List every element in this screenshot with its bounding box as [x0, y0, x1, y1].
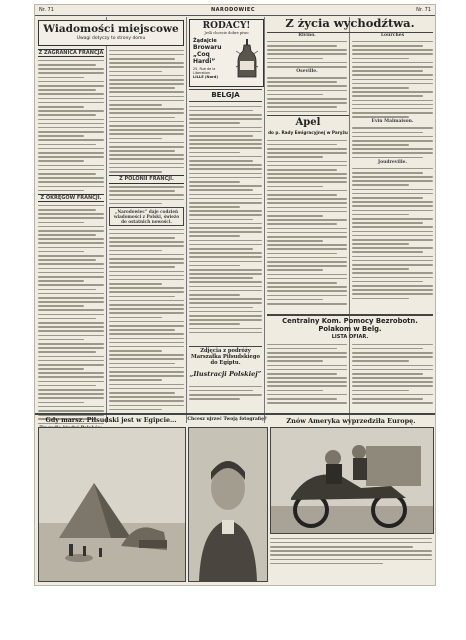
- column-rule: [106, 17, 107, 423]
- ad-line: Browaru: [193, 44, 222, 51]
- portrait-icon: [189, 428, 267, 581]
- section-heading: Z OKRĘGÓW FRANCJI.: [38, 194, 104, 202]
- zycie-title: Z życia wychodźtwa.: [285, 16, 415, 30]
- column-rule: [349, 17, 350, 423]
- ad-brand: „Coq Hardi”: [193, 51, 216, 65]
- ad-address: 25, Rue de la Liberation: [193, 67, 216, 75]
- column-2-text: [109, 47, 184, 411]
- america-caption-text: [270, 535, 432, 581]
- narodowiec-notice: „Narodowiec” daje codzień wiadomości z Polski, świeżo do ostatnich nowości.: [109, 207, 184, 226]
- zycie-column-right: [352, 34, 433, 314]
- town-heading: Evin Malmaison.: [371, 119, 414, 125]
- belgja-text: [189, 103, 262, 343]
- centralny-list-right: [352, 341, 433, 411]
- illustration-promo: [189, 348, 262, 378]
- section-heading: Z POLONII FRANCJI.: [109, 175, 184, 183]
- section-heading: Z ZAGRANICA FRANCJA: [38, 50, 104, 56]
- centralny-heading: [267, 317, 433, 340]
- pyramid-sphinx-icon: [39, 428, 185, 581]
- wiadomosci-subtitle: Uwagi dotyczy to strony domu: [76, 36, 146, 41]
- town-heading: Joudreville.: [378, 159, 407, 165]
- beer-bottle-icon: [234, 37, 260, 81]
- wiadomosci-title: Wiadomości miejscowe: [43, 23, 179, 35]
- motorcycle-sidecar-photo: [270, 427, 434, 534]
- page-number-left: Nr. 71: [39, 7, 54, 13]
- apel-title: Apel: [295, 117, 321, 128]
- portrait-photo: [188, 427, 268, 582]
- town-heading: Lourches: [380, 33, 405, 38]
- pyramid-sphinx-photo: [38, 427, 186, 582]
- photo-caption-america: Znów Ameryka wyprzedziła Europę.: [286, 417, 416, 425]
- ad-line: Żądajcie: [193, 38, 217, 44]
- apel-text: [267, 137, 347, 312]
- centralny-subtitle: LISTA OFIAR.: [331, 334, 369, 340]
- motorcycle-sidecar-icon: [271, 428, 433, 533]
- masthead: NARODOWIEC: [211, 7, 256, 13]
- ad-city: LILLE (Nord): [193, 75, 219, 79]
- wiadomosci-header-box: [38, 20, 184, 46]
- illustration-magazine: „Ilustracji Polskiej”: [189, 370, 262, 378]
- apel-subtitle: do p. Rady Emigracyjnej w Paryżu: [268, 130, 348, 135]
- photo-caption-portrait: Chcesz ujrzeć Twoją fotografię?: [187, 417, 267, 422]
- illustration-text: [189, 383, 262, 411]
- centralny-title: Centralny Kom. Pomocy Bezrobotn. Polakom w Belg.: [282, 317, 418, 333]
- running-header: [35, 5, 435, 16]
- town-heading: Rivino.: [298, 33, 316, 38]
- town-heading: Oseville.: [296, 69, 318, 75]
- photo-caption-egypt: Gdy marsz. Piłsudski jest w Egipcie...: [45, 417, 177, 424]
- ad-title: RODACY!: [202, 21, 251, 31]
- illustration-title: Zdjęcia z podróży Marszałka Piłsudskiego do Egiptu.: [191, 348, 260, 366]
- rodacy-advertisement: [189, 19, 264, 87]
- newspaper-page: [34, 4, 436, 586]
- column-1-text: [38, 47, 104, 411]
- zycie-column-left: [267, 34, 347, 114]
- column-rule: [186, 17, 187, 423]
- page-number-right: Nr. 71: [416, 7, 431, 13]
- belgja-title: BELGJA: [211, 91, 240, 99]
- centralny-list-left: [267, 341, 347, 411]
- ad-line: Jeśli chcecie dobre piwo: [204, 31, 249, 35]
- column-rule: [264, 17, 265, 423]
